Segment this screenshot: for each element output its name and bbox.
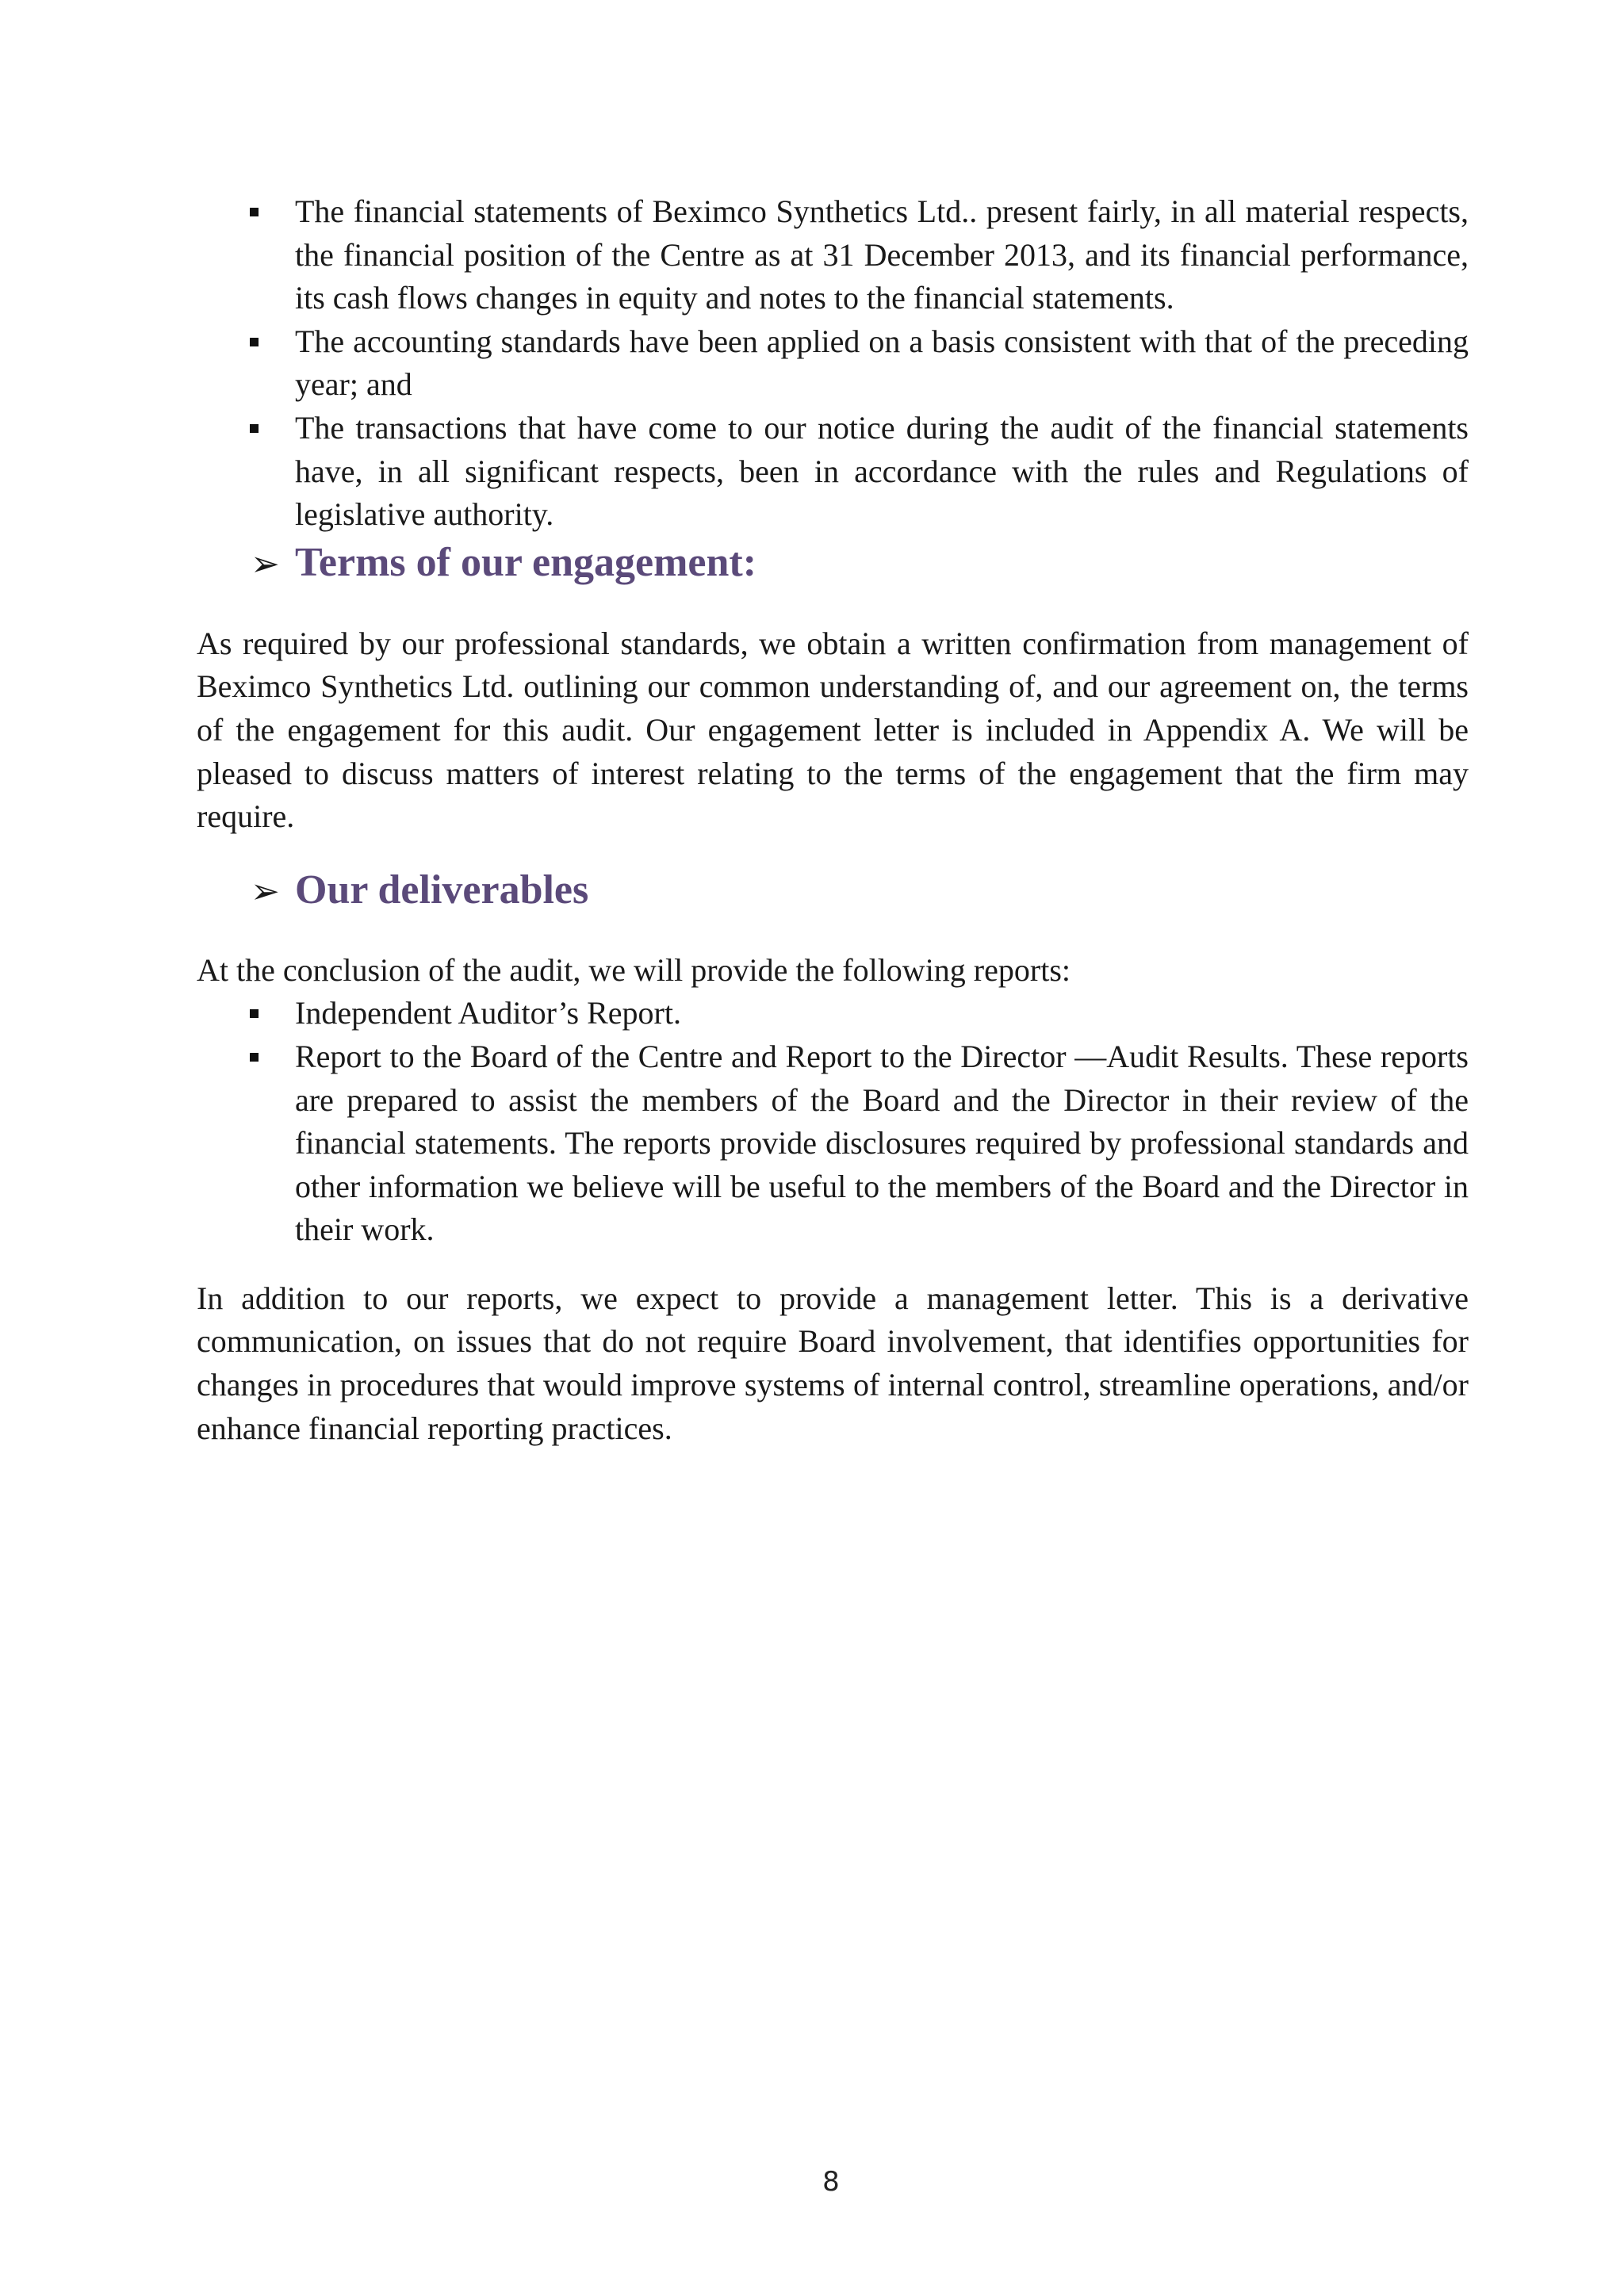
terms-paragraph: As required by our professional standards, we obtain a written confirmation from management of Beximco Synthetics Ltd. outlining our common understanding of, and our agreement on, the terms of the engagement for this audit. Our engagement letter is included in Appendix A. We will be pleased to discuss matters of interest relating to the terms of the engagement that the firm may require.	[197, 625, 1469, 835]
page-content	[197, 190, 1469, 1450]
list-item-text: The accounting standards have been applied on a basis consistent with that of the preceding year; and	[295, 323, 1469, 403]
section-heading-text: Our deliverables	[295, 867, 589, 913]
list-item	[295, 320, 1469, 407]
square-bullet-icon	[250, 338, 259, 346]
management-letter-paragraph: In addition to our reports, we expect to provide a management letter. This is a derivative communication, on issues that do not require Board involvement, that identifies opportunities for changes in procedures that would improve systems of internal control, streamline operations, and/or enhance financial reporting practices.	[197, 1280, 1469, 1446]
page-number: 8	[822, 2166, 840, 2198]
list-item	[295, 1035, 1469, 1252]
list-item-text: The financial statements of Beximco Synthetics Ltd.. present fairly, in all material respects, the financial position of the Centre as at 31 December 2013, and its financial performance, its cash flows changes in equity and notes to the financial statements.	[295, 193, 1469, 316]
list-item-text: The transactions that have come to our notice during the audit of the financial statements have, in all significant respects, been in accordance with the rules and Regulations of legislative authority.	[295, 409, 1469, 533]
deliverables-intro: At the conclusion of the audit, we will provide the following reports:	[197, 951, 1071, 988]
square-bullet-icon	[250, 424, 259, 433]
square-bullet-icon	[250, 1053, 259, 1062]
list-item	[295, 992, 1469, 1035]
section-heading-text: Terms of our engagement:	[295, 539, 757, 585]
audit-opinion-list	[197, 190, 1469, 537]
list-item-text: Independent Auditor’s Report.	[295, 995, 681, 1031]
square-bullet-icon	[250, 208, 259, 216]
arrow-bullet-icon: ➢	[251, 543, 280, 584]
arrow-bullet-icon: ➢	[251, 871, 280, 912]
section-heading-terms	[251, 540, 1469, 587]
list-item	[295, 407, 1469, 537]
list-item-text: Report to the Board of the Centre and Report to the Director —Audit Results. These reports are prepared to assist the members of the Board and the Director in their review of the financial statements. The reports provide disclosures required by professional standards and other information we believe will be useful to the members of the Board and the Director in their work.	[295, 1038, 1469, 1248]
list-item	[295, 190, 1469, 320]
section-heading-deliverables	[251, 867, 1469, 915]
reports-list	[197, 992, 1469, 1252]
square-bullet-icon	[250, 1009, 259, 1018]
